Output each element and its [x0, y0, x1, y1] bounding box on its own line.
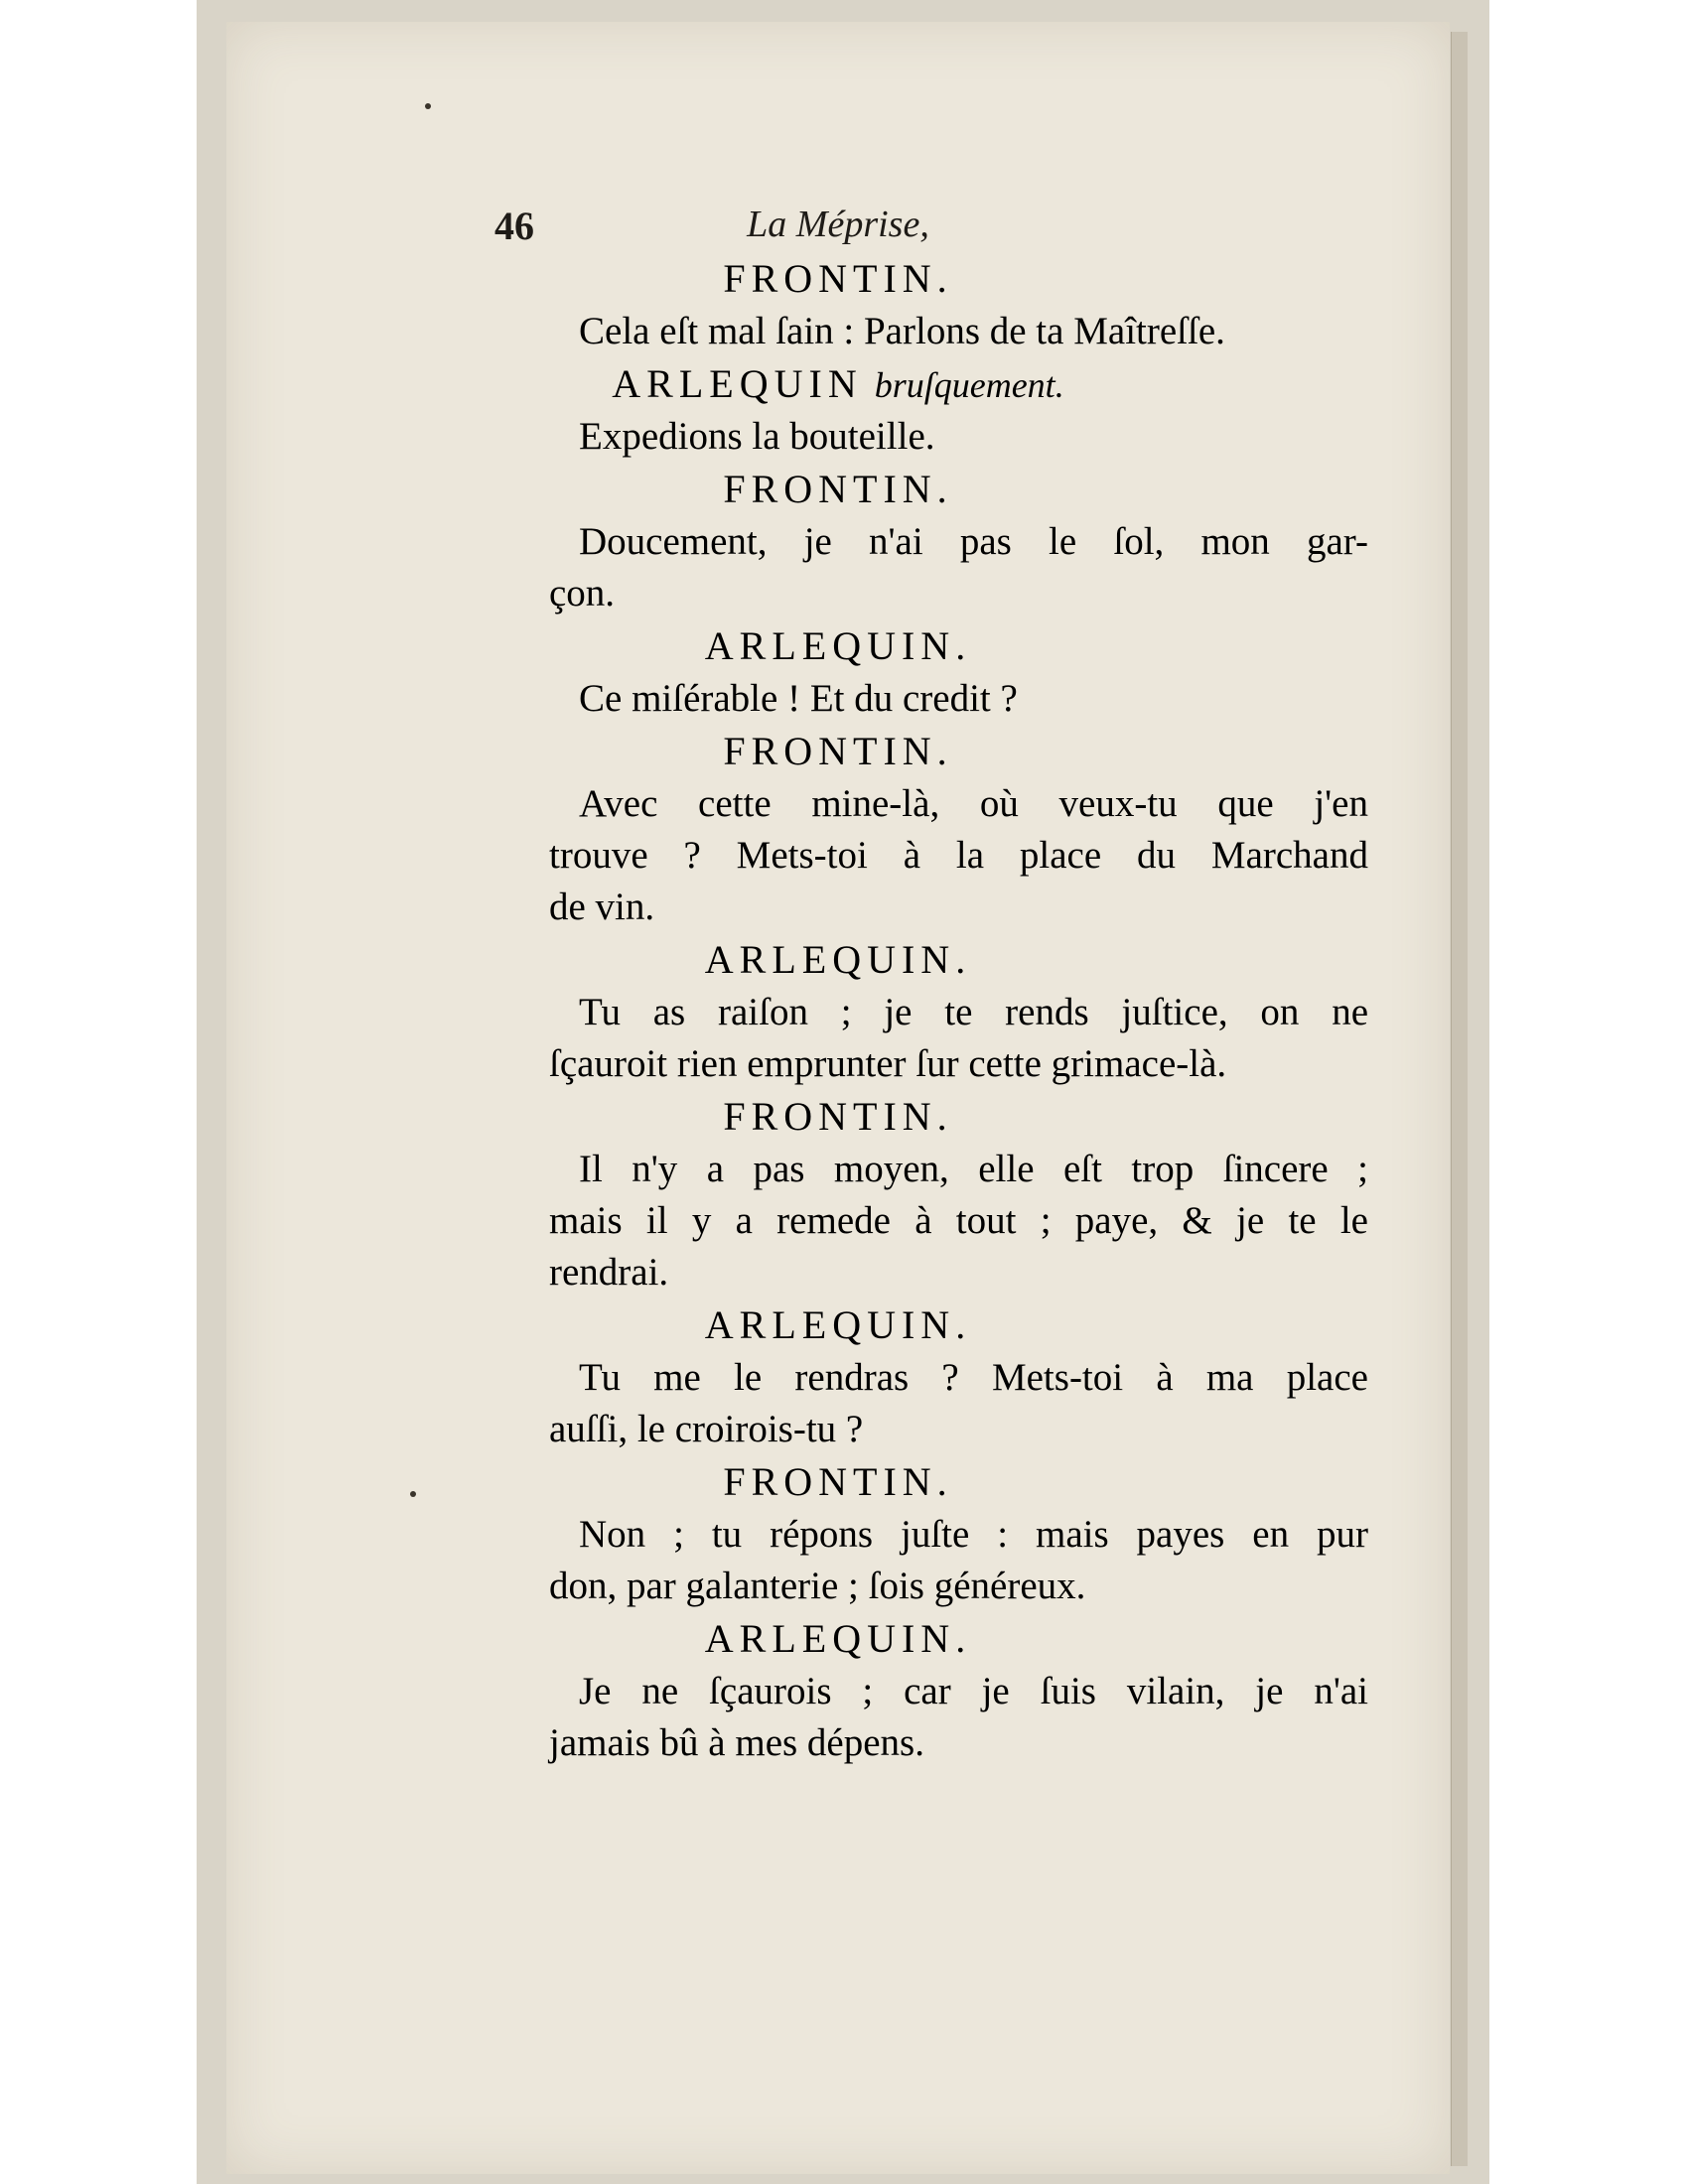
speaker-name: ARLEQUIN. [704, 1616, 972, 1661]
speech-line: rendrai. [549, 1251, 669, 1294]
speaker-heading [226, 357, 1450, 411]
speaker-heading [226, 1612, 1450, 1666]
speaker-name: ARLEQUIN [612, 361, 863, 406]
speech [226, 778, 1368, 933]
speech-line: Ce miſérable ! Et du credit ? [579, 677, 1018, 720]
scanned-book-page [197, 0, 1489, 2184]
speaker-name: ARLEQUIN. [704, 937, 972, 982]
speech [226, 1144, 1368, 1298]
speech-line: çon. [549, 572, 616, 614]
speaker-heading [226, 619, 1450, 673]
running-title: La Méprise, [747, 204, 929, 245]
speech [226, 1666, 1368, 1769]
speaker-heading [226, 252, 1450, 306]
speech [226, 1352, 1368, 1455]
speech-line: Tu me le rendras ? Mets-toi à ma place [579, 1356, 1368, 1399]
speech-line: Je ne ſçaurois ; car je ſuis vilain, je n'ai [579, 1670, 1368, 1712]
speaker-heading [226, 725, 1450, 778]
speaker-name: FRONTIN. [723, 256, 953, 301]
speech-line: Avec cette mine-là, où veux-tu que j'en [579, 782, 1368, 825]
speech-line: Cela eſt mal ſain : Parlons de ta Maîtreſſe. [579, 310, 1225, 352]
ink-speck [425, 103, 431, 109]
speaker-heading [226, 1455, 1450, 1509]
speech-line: Expedions la bouteille. [579, 415, 935, 458]
speaker-heading [226, 933, 1450, 987]
speaker-heading [226, 1090, 1450, 1144]
speech [226, 306, 1368, 357]
speech-line: trouve ? Mets-toi à la place du Marchand [549, 834, 1368, 877]
speaker-name: FRONTIN. [723, 1094, 953, 1139]
speech [226, 987, 1368, 1090]
speech [226, 1509, 1368, 1612]
speech [226, 673, 1368, 725]
speaker-name: FRONTIN. [723, 467, 953, 511]
speaker-name: ARLEQUIN. [704, 623, 972, 668]
speech-line: jamais bû à mes dépens. [549, 1721, 924, 1764]
speaker-name: FRONTIN. [723, 1459, 953, 1504]
speech-line: mais il y a remede à tout ; paye, & je te le [549, 1199, 1368, 1242]
speech-line: Doucement, je n'ai pas le ſol, mon gar- [579, 520, 1368, 563]
page-number: 46 [494, 204, 534, 248]
speech-line: auſſi, le croirois-tu ? [549, 1408, 864, 1450]
speech-line: Non ; tu répons juſte : mais payes en pur [579, 1513, 1368, 1556]
speaker-heading [226, 1298, 1450, 1352]
speaker-name: ARLEQUIN. [704, 1302, 972, 1347]
page-edge [1451, 32, 1468, 2166]
speaker-name: FRONTIN. [723, 729, 953, 773]
speech-line: Il n'y a pas moyen, elle eſt trop ſincere ; [579, 1148, 1368, 1190]
speech [226, 516, 1368, 619]
speech-line: de vin. [549, 886, 655, 928]
stage-direction: bruſquement. [874, 365, 1064, 405]
dialogue [226, 252, 1450, 1769]
speech-line: Tu as raiſon ; je te rends juſtice, on ne [579, 991, 1368, 1033]
speech-line: don, par galanterie ; ſois généreux. [549, 1565, 1086, 1607]
paper-sheet [226, 22, 1450, 2174]
speech [226, 411, 1368, 463]
speech-line: ſçauroit rien emprunter ſur cette grimace-là. [549, 1042, 1227, 1085]
speaker-heading [226, 463, 1450, 516]
